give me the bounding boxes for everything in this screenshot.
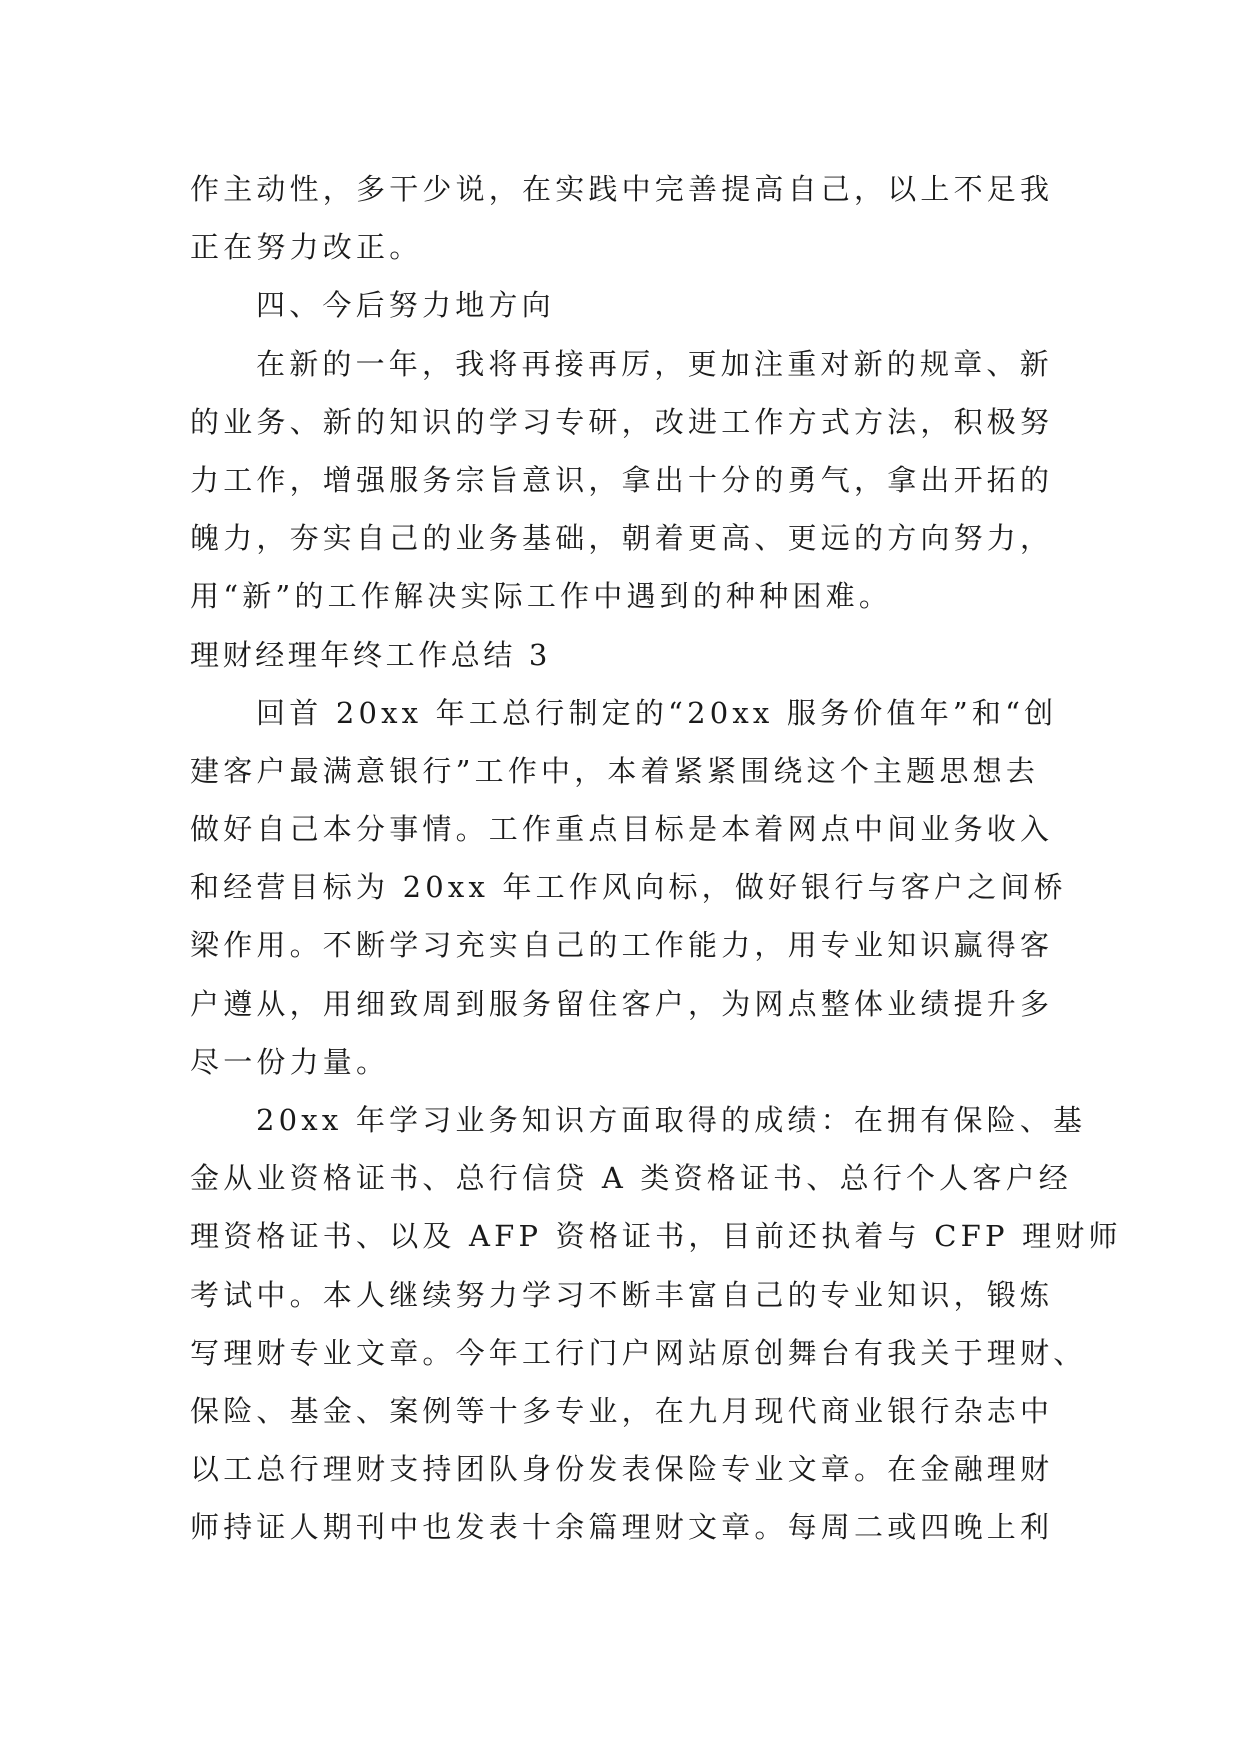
document-body bbox=[190, 160, 1122, 1557]
text-line-1: 作主动性，多干少说，在实践中完善提高自己，以上不足我 bbox=[190, 172, 1054, 206]
text-line-15: 户遵从，用细致周到服务留住客户，为网点整体业绩提升多 bbox=[190, 986, 1054, 1021]
text-line-22: 保险、基金、案例等十多专业，在九月现代商业银行杂志中 bbox=[190, 1393, 1054, 1428]
text-line-2: 正在努力改正。 bbox=[190, 230, 423, 265]
text-line-11: 建客户最满意银行”工作中，本着紧紧围绕这个主题思想去 bbox=[190, 753, 1040, 788]
text-line-19: 理资格证书、以及 AFP 资格证书，目前还执着与 CFP 理财师 bbox=[190, 1219, 1122, 1254]
section-heading-4: 四、今后努力地方向 bbox=[256, 288, 555, 323]
text-line-24: 师持证人期刊中也发表十余篇理财文章。每周二或四晚上利 bbox=[190, 1510, 1054, 1545]
text-line-20: 考试中。本人继续努力学习不断丰富自己的专业知识，锻炼 bbox=[190, 1277, 1054, 1312]
text-line-14: 梁作用。不断学习充实自己的工作能力，用专业知识赢得客 bbox=[190, 928, 1054, 963]
text-line-18: 金从业资格证书、总行信贷 A 类资格证书、总行个人客户经 bbox=[190, 1161, 1072, 1196]
text-line-7: 魄力，夯实自己的业务基础，朝着更高、更远的方向努力， bbox=[190, 521, 1054, 556]
text-line-17: 20xx 年学习业务知识方面取得的成绩：在拥有保险、基 bbox=[256, 1103, 1087, 1137]
text-line-8: 用“新”的工作解决实际工作中遇到的种种困难。 bbox=[190, 579, 893, 614]
text-line-23: 以工总行理财支持团队身份发表保险专业文章。在金融理财 bbox=[190, 1452, 1054, 1487]
text-line-13: 和经营目标为 20xx 年工作风向标，做好银行与客户之间桥 bbox=[190, 870, 1067, 905]
text-line-6: 力工作，增强服务宗旨意识，拿出十分的勇气，拿出开拓的 bbox=[190, 462, 1054, 497]
text-line-10: 回首 20xx 年工总行制定的“20xx 服务价值年”和“创 bbox=[256, 695, 1058, 730]
text-line-12: 做好自己本分事情。工作重点目标是本着网点中间业务收入 bbox=[190, 812, 1054, 847]
text-line-5: 的业务、新的知识的学习专研，改进工作方式方法，积极努 bbox=[190, 404, 1054, 439]
document-section-title: 理财经理年终工作总结 3 bbox=[190, 637, 551, 672]
text-line-21: 写理财专业文章。今年工行门户网站原创舞台有我关于理财、 bbox=[190, 1335, 1087, 1370]
text-line-16: 尽一份力量。 bbox=[190, 1044, 390, 1079]
text-line-4: 在新的一年，我将再接再厉，更加注重对新的规章、新 bbox=[256, 346, 1053, 381]
